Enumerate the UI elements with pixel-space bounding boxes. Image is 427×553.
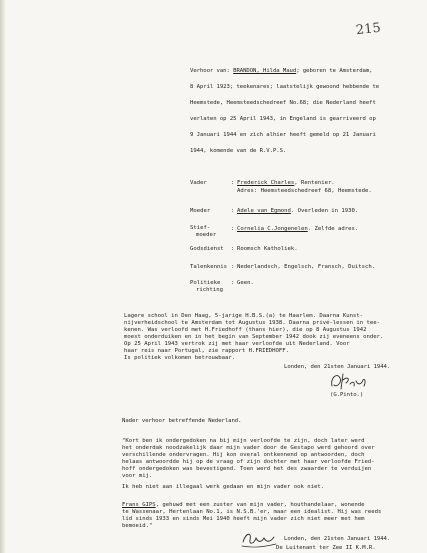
closing-line: De Luitenant ter Zee II K.M.R. bbox=[276, 545, 376, 551]
handwritten-signature-bottom bbox=[240, 528, 280, 550]
field-label-stiefmoeder-2: moeder bbox=[196, 232, 217, 238]
field-value-stiefmoeder: Cornelia C.Jongenelen. Zelfde adres. bbox=[237, 226, 359, 232]
section-heading: Nader verhoor betreffende Nederland. bbox=[122, 418, 242, 424]
field-label-talenkennis: Talenkennis bbox=[190, 264, 228, 270]
place-date-1: Londen, den 21sten Januari 1944. bbox=[284, 364, 391, 370]
header-line-1: Verhoor van: BRANDON, Hilda Maud; geboren te Amsterdam, bbox=[190, 68, 373, 74]
frans-gips-name: Frans GIPS bbox=[122, 502, 156, 508]
field-value-talenkennis: Nederlandsch, Engelsch, Fransch, Duitsch. bbox=[237, 264, 376, 270]
field-value-vader-address: Adres: Heemsteedschedreef 68, Heemstede. bbox=[237, 188, 372, 194]
field-label-vader: Vader bbox=[190, 180, 207, 186]
field-label-godsdienst: Godsdienst bbox=[190, 246, 224, 252]
header-line-2: 8 April 1923; teekenares; laatstelijk gewoond hebbende te bbox=[190, 84, 380, 90]
field-value-moeder: Adele van Egmond. Overleden in 1930. bbox=[237, 208, 359, 214]
field-value-godsdienst: Roomsch Katholiek. bbox=[237, 246, 298, 252]
page-number-handwritten: 215 bbox=[355, 20, 382, 39]
place-date-2: Londen, den 21sten Januari 1944. bbox=[284, 536, 391, 542]
field-label-moeder: Moeder bbox=[190, 208, 211, 214]
field-label-politieke: Politieke bbox=[190, 280, 221, 286]
header-line-5: 9 Januari 1944 en zich alhier heeft gemeld op 21 Januari bbox=[190, 132, 376, 138]
field-label-stiefmoeder: Stief- bbox=[190, 225, 211, 231]
subject-name: BRANDON, Hilda Maud bbox=[233, 68, 297, 74]
header-line-3: Heemstede, Heemsteedschedreef No.68; die Nederland heeft bbox=[190, 100, 376, 106]
document-page: 215 Verhoor van: BRANDON, Hilda Maud; geboren te Amsterdam, 8 April 1923; teekenares; laatstelijk gewoond hebbende te Heemstede, Heemsteedschedreef No.68; die Nederland heeft verlaten op 25 April 1943, in Engeland is gearriveerd op 9 Januari 1944 en zich alhier heeft gemeld op 21 Januari 1944, komende van de R.V.P.S. Vader : Frederick Charles, Rentenier. Adres: Heemsteedschedreef 68, Heemstede. Moeder : Adele van Egmond. Overleden in 1930. Stief- moeder : Cornelia C.Jongenelen. Zelfde adres. Godsdienst : Roomsch Katholiek. Talenkennis : Nederlandsch, Engelsch, Fransch, Duitsch. Politieke richting : Geen. Lagere school in Den Haag, 5-jarige H.B.S.(a) te Haarlem. Daarna Kunst- nijverheidschool te Amsterdam tot Augustus 1938. Daarna privé-lessen in tee- kenen. Was verloofd met H.Friedhoff (thans hier), die op 8 Augustus 1942 moest onderduiken en in het begin van September 1942 dook zij eveneens onder. Op 25 April 1943 vertrok zij met haar verloofde uit Nederland. Voor haar reis naar Portugal, zie rapport H.FRIEDHOFF. Is politiek volkomen betrouwbaar. Londen, den 21sten Januari 1944. (G.Pinto.) Nader verhoor betreffende Nederland. "Kort ben ik ondergedoken na bij mijn verloofde te zijn, doch later werd het onderdak noodzakelijk daar mijn vader door de Gestapo werd gehoord over verschillende ondervragen. Hij kon overal ontkennend op antwoorden, doch helaas antwoordde hij op de vraag of zijn dochter met haar verloofde Fried- hoff ondergedoken was bevestigend. Toen werd het des zwaarder te verduijen voor mij. Ik heb niet aan illegaal werk gedaan en mijn vader ook niet. Frans GIPS, gehuwd met een zuster van mijn vader, houthandelaar, wonende te Wassenaar, Hertenlaan No.1, is N.S.B.'er, maar een idealist. Hij was reeds lid sinds 1933 en sinds Mei 1940 heeft mijn vader zich niet meer met hem bemoeid." Londen, den 21sten Januari 1944. De Luitenant ter Zee II K.M.R. bbox=[0, 0, 427, 553]
field-value-politieke: Geen. bbox=[237, 280, 254, 286]
signatory-1: (G.Pinto.) bbox=[330, 392, 364, 398]
scan-edge-shadow bbox=[0, 0, 6, 553]
header-line-6: 1944, komende van de R.V.P.S. bbox=[190, 148, 287, 154]
header-line-4: verlaten op 25 April 1943, in Engeland is gearriveerd op bbox=[190, 116, 376, 122]
field-label-politieke-2: richting bbox=[196, 287, 223, 293]
field-value-vader: Frederick Charles, Rentenier. bbox=[237, 180, 335, 186]
handwritten-signature-pinto bbox=[328, 370, 370, 392]
